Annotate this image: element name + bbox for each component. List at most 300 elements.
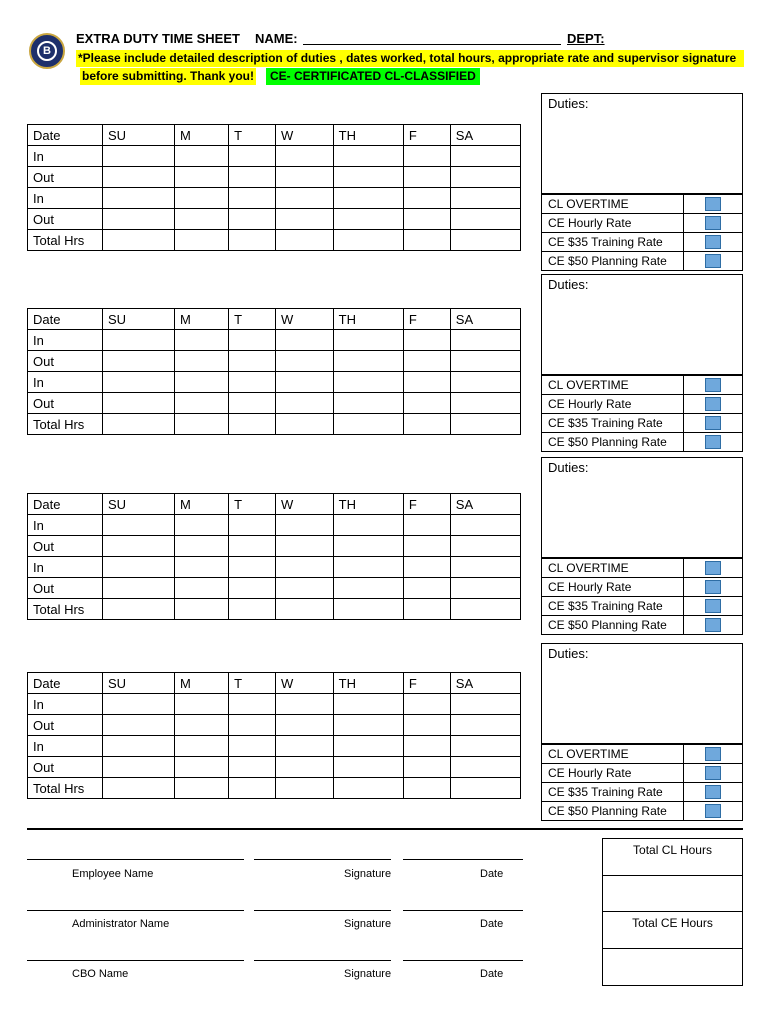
time-entry-cell[interactable] xyxy=(276,230,334,251)
column-header: SU xyxy=(103,673,175,694)
row-label: Out xyxy=(28,393,103,414)
time-entry-cell[interactable] xyxy=(276,736,334,757)
time-entry-cell[interactable] xyxy=(403,778,450,799)
rate-checkbox-cell xyxy=(684,616,742,634)
table-row xyxy=(28,146,521,167)
row-label: Out xyxy=(28,209,103,230)
week-table-2 xyxy=(27,308,521,435)
signer-name-label: Employee Name xyxy=(72,868,154,880)
time-entry-cell[interactable] xyxy=(103,330,175,351)
rate-checkbox-cell xyxy=(684,376,742,394)
column-header: TH xyxy=(333,125,403,146)
time-entry-cell[interactable] xyxy=(450,599,520,620)
section-divider xyxy=(27,828,743,830)
table-row xyxy=(28,536,521,557)
time-entry-cell[interactable] xyxy=(403,414,450,435)
time-entry-cell[interactable] xyxy=(333,715,403,736)
rate-row xyxy=(542,432,742,451)
time-entry-cell[interactable] xyxy=(174,757,228,778)
rate-checkbox[interactable] xyxy=(705,747,721,761)
column-header: TH xyxy=(333,673,403,694)
time-entry-cell[interactable] xyxy=(333,146,403,167)
time-entry-cell[interactable] xyxy=(229,599,276,620)
row-label: Total Hrs xyxy=(28,414,103,435)
table-row xyxy=(28,757,521,778)
time-entry-cell[interactable] xyxy=(103,515,175,536)
column-header: SA xyxy=(450,673,520,694)
time-entry-cell[interactable] xyxy=(229,167,276,188)
time-entry-cell[interactable] xyxy=(103,736,175,757)
time-entry-cell[interactable] xyxy=(103,757,175,778)
time-entry-cell[interactable] xyxy=(450,188,520,209)
date-label: Date xyxy=(480,868,504,880)
row-label: In xyxy=(28,557,103,578)
row-label: In xyxy=(28,736,103,757)
time-entry-cell[interactable] xyxy=(276,372,334,393)
week-header-row xyxy=(28,494,521,515)
time-entry-cell[interactable] xyxy=(174,536,228,557)
time-entry-cell[interactable] xyxy=(450,230,520,251)
rate-checkbox-cell xyxy=(684,214,742,232)
time-entry-cell[interactable] xyxy=(333,167,403,188)
time-entry-cell[interactable] xyxy=(276,715,334,736)
time-entry-cell[interactable] xyxy=(450,146,520,167)
time-entry-cell[interactable] xyxy=(276,757,334,778)
time-entry-cell[interactable] xyxy=(450,209,520,230)
time-entry-cell[interactable] xyxy=(229,515,276,536)
time-entry-cell[interactable] xyxy=(403,188,450,209)
table-row xyxy=(28,330,521,351)
time-entry-cell[interactable] xyxy=(333,188,403,209)
week-table-1 xyxy=(27,124,521,251)
time-entry-cell[interactable] xyxy=(276,536,334,557)
time-entry-cell[interactable] xyxy=(450,330,520,351)
time-entry-cell[interactable] xyxy=(333,757,403,778)
column-header: F xyxy=(403,309,450,330)
time-entry-cell[interactable] xyxy=(276,515,334,536)
duties-field[interactable] xyxy=(542,275,742,375)
time-entry-cell[interactable] xyxy=(174,694,228,715)
column-header: W xyxy=(276,309,334,330)
time-entry-cell[interactable] xyxy=(333,694,403,715)
rate-row xyxy=(542,194,742,213)
time-entry-cell[interactable] xyxy=(403,757,450,778)
week-table-3 xyxy=(27,493,521,620)
time-entry-cell[interactable] xyxy=(229,372,276,393)
time-entry-cell[interactable] xyxy=(229,757,276,778)
column-header: T xyxy=(229,125,276,146)
time-entry-cell[interactable] xyxy=(450,414,520,435)
time-entry-cell[interactable] xyxy=(276,209,334,230)
date-line[interactable] xyxy=(403,859,523,860)
time-entry-cell[interactable] xyxy=(403,599,450,620)
column-header: F xyxy=(403,494,450,515)
time-entry-cell[interactable] xyxy=(403,578,450,599)
rate-checkbox[interactable] xyxy=(705,766,721,780)
rate-label: CE $35 Training Rate xyxy=(542,414,684,432)
time-entry-cell[interactable] xyxy=(103,146,175,167)
rate-checkbox[interactable] xyxy=(705,235,721,249)
column-header: Date xyxy=(28,673,103,694)
rate-checkbox[interactable] xyxy=(705,216,721,230)
time-entry-cell[interactable] xyxy=(103,414,175,435)
time-entry-cell[interactable] xyxy=(450,557,520,578)
time-entry-cell[interactable] xyxy=(229,778,276,799)
rate-checkbox[interactable] xyxy=(705,599,721,613)
time-entry-cell[interactable] xyxy=(103,351,175,372)
name-field-line[interactable] xyxy=(303,44,561,45)
row-label: Out xyxy=(28,167,103,188)
time-entry-cell[interactable] xyxy=(333,230,403,251)
time-entry-cell[interactable] xyxy=(276,146,334,167)
rate-label: CL OVERTIME xyxy=(542,559,684,577)
rate-checkbox-cell xyxy=(684,559,742,577)
date-line[interactable] xyxy=(403,910,523,911)
time-entry-cell[interactable] xyxy=(174,736,228,757)
date-label: Date xyxy=(480,968,504,980)
time-entry-cell[interactable] xyxy=(174,557,228,578)
time-entry-cell[interactable] xyxy=(103,209,175,230)
rate-row xyxy=(542,577,742,596)
rate-checkbox[interactable] xyxy=(705,416,721,430)
time-entry-cell[interactable] xyxy=(103,230,175,251)
column-header: Date xyxy=(28,125,103,146)
time-entry-cell[interactable] xyxy=(229,188,276,209)
instructions-line-1: *Please include detailed description of duties , dates worked, total hours, appropriate rate and supervisor signature xyxy=(76,50,744,67)
time-entry-cell[interactable] xyxy=(333,736,403,757)
column-header: Date xyxy=(28,309,103,330)
row-label: In xyxy=(28,694,103,715)
time-entry-cell[interactable] xyxy=(276,393,334,414)
rate-row xyxy=(542,763,742,782)
time-entry-cell[interactable] xyxy=(450,757,520,778)
row-label: Out xyxy=(28,351,103,372)
time-entry-cell[interactable] xyxy=(174,372,228,393)
time-entry-cell[interactable] xyxy=(276,167,334,188)
time-entry-cell[interactable] xyxy=(333,372,403,393)
time-entry-cell[interactable] xyxy=(276,351,334,372)
time-entry-cell[interactable] xyxy=(403,372,450,393)
duties-field[interactable] xyxy=(542,458,742,558)
rate-checkbox-cell xyxy=(684,433,742,451)
time-entry-cell[interactable] xyxy=(276,330,334,351)
time-entry-cell[interactable] xyxy=(174,414,228,435)
time-entry-cell[interactable] xyxy=(229,209,276,230)
time-entry-cell[interactable] xyxy=(229,393,276,414)
time-entry-cell[interactable] xyxy=(174,330,228,351)
rate-label: CE $50 Planning Rate xyxy=(542,433,684,451)
time-entry-cell[interactable] xyxy=(276,557,334,578)
time-entry-cell[interactable] xyxy=(403,736,450,757)
time-entry-cell[interactable] xyxy=(333,414,403,435)
time-entry-cell[interactable] xyxy=(450,372,520,393)
rate-checkbox-cell xyxy=(684,395,742,413)
column-header: SA xyxy=(450,494,520,515)
instructions-line-2: before submitting. Thank you! xyxy=(82,69,255,83)
time-entry-cell[interactable] xyxy=(103,167,175,188)
table-row xyxy=(28,578,521,599)
rate-checkbox[interactable] xyxy=(705,397,721,411)
table-row xyxy=(28,515,521,536)
time-entry-cell[interactable] xyxy=(103,778,175,799)
rate-label: CE Hourly Rate xyxy=(542,578,684,596)
table-row xyxy=(28,694,521,715)
signature-label: Signature xyxy=(344,918,392,930)
signature-line[interactable] xyxy=(254,910,391,911)
time-entry-cell[interactable] xyxy=(229,536,276,557)
table-row xyxy=(28,736,521,757)
rate-row xyxy=(542,782,742,801)
time-entry-cell[interactable] xyxy=(403,536,450,557)
week-header-row xyxy=(28,673,521,694)
rate-row xyxy=(542,232,742,251)
time-entry-cell[interactable] xyxy=(174,351,228,372)
time-entry-cell[interactable] xyxy=(229,230,276,251)
time-entry-cell[interactable] xyxy=(174,715,228,736)
time-entry-cell[interactable] xyxy=(276,778,334,799)
rate-label: CE $35 Training Rate xyxy=(542,233,684,251)
time-entry-cell[interactable] xyxy=(333,515,403,536)
time-entry-cell[interactable] xyxy=(403,209,450,230)
rate-label: CE $50 Planning Rate xyxy=(542,252,684,270)
week-table-4 xyxy=(27,672,521,799)
time-entry-cell[interactable] xyxy=(103,715,175,736)
table-row xyxy=(28,372,521,393)
time-entry-cell[interactable] xyxy=(174,515,228,536)
table-row xyxy=(28,230,521,251)
time-entry-cell[interactable] xyxy=(103,557,175,578)
table-row xyxy=(28,715,521,736)
row-label: In xyxy=(28,515,103,536)
time-entry-cell[interactable] xyxy=(276,599,334,620)
time-entry-cell[interactable] xyxy=(103,393,175,414)
time-entry-cell[interactable] xyxy=(403,694,450,715)
duties-label: Duties: xyxy=(548,460,589,475)
time-entry-cell[interactable] xyxy=(174,778,228,799)
time-entry-cell[interactable] xyxy=(450,715,520,736)
time-entry-cell[interactable] xyxy=(450,778,520,799)
total-ce-hours-field[interactable] xyxy=(603,949,742,986)
time-entry-cell[interactable] xyxy=(333,393,403,414)
rate-checkbox-cell xyxy=(684,252,742,270)
rate-row xyxy=(542,744,742,763)
time-entry-cell[interactable] xyxy=(333,536,403,557)
time-entry-cell[interactable] xyxy=(103,536,175,557)
column-header: TH xyxy=(333,494,403,515)
time-entry-cell[interactable] xyxy=(103,599,175,620)
time-entry-cell[interactable] xyxy=(450,536,520,557)
rate-checkbox[interactable] xyxy=(705,435,721,449)
rate-checkbox-cell xyxy=(684,802,742,820)
time-entry-cell[interactable] xyxy=(174,578,228,599)
time-entry-cell[interactable] xyxy=(174,230,228,251)
row-label: Out xyxy=(28,757,103,778)
week-header-row xyxy=(28,309,521,330)
table-row xyxy=(28,599,521,620)
rate-row xyxy=(542,615,742,634)
rate-checkbox[interactable] xyxy=(705,580,721,594)
time-entry-cell[interactable] xyxy=(103,694,175,715)
rate-checkbox-cell xyxy=(684,233,742,251)
name-line[interactable] xyxy=(27,859,244,860)
rate-checkbox-cell xyxy=(684,597,742,615)
rate-row xyxy=(542,801,742,820)
table-row xyxy=(28,351,521,372)
time-entry-cell[interactable] xyxy=(174,188,228,209)
column-header: W xyxy=(276,494,334,515)
name-line[interactable] xyxy=(27,910,244,911)
rate-label: CE $35 Training Rate xyxy=(542,597,684,615)
column-header: M xyxy=(174,494,228,515)
time-entry-cell[interactable] xyxy=(229,330,276,351)
rate-checkbox[interactable] xyxy=(705,785,721,799)
time-entry-cell[interactable] xyxy=(450,515,520,536)
time-entry-cell[interactable] xyxy=(333,599,403,620)
time-entry-cell[interactable] xyxy=(450,694,520,715)
row-label: In xyxy=(28,188,103,209)
rate-row xyxy=(542,596,742,615)
time-entry-cell[interactable] xyxy=(403,351,450,372)
rate-checkbox[interactable] xyxy=(705,804,721,818)
rate-checkbox-cell xyxy=(684,745,742,763)
time-entry-cell[interactable] xyxy=(174,599,228,620)
time-entry-cell[interactable] xyxy=(229,351,276,372)
duties-box-2 xyxy=(541,274,743,452)
table-row xyxy=(28,557,521,578)
time-entry-cell[interactable] xyxy=(229,694,276,715)
rate-row xyxy=(542,558,742,577)
rate-checkbox-cell xyxy=(684,764,742,782)
rate-checkbox[interactable] xyxy=(705,197,721,211)
time-entry-cell[interactable] xyxy=(403,230,450,251)
time-entry-cell[interactable] xyxy=(276,578,334,599)
row-label: In xyxy=(28,146,103,167)
time-entry-cell[interactable] xyxy=(174,393,228,414)
time-entry-cell[interactable] xyxy=(450,351,520,372)
time-entry-cell[interactable] xyxy=(450,578,520,599)
signature-label: Signature xyxy=(344,968,392,980)
time-entry-cell[interactable] xyxy=(229,414,276,435)
row-label: Total Hrs xyxy=(28,778,103,799)
time-entry-cell[interactable] xyxy=(229,736,276,757)
rate-label: CL OVERTIME xyxy=(542,745,684,763)
time-entry-cell[interactable] xyxy=(333,578,403,599)
column-header: T xyxy=(229,309,276,330)
duties-box-3 xyxy=(541,457,743,635)
duties-field[interactable] xyxy=(542,94,742,194)
rate-checkbox[interactable] xyxy=(705,378,721,392)
rate-label: CE Hourly Rate xyxy=(542,395,684,413)
time-entry-cell[interactable] xyxy=(333,330,403,351)
time-entry-cell[interactable] xyxy=(174,209,228,230)
rate-row xyxy=(542,394,742,413)
column-header: W xyxy=(276,125,334,146)
rate-label: CE $35 Training Rate xyxy=(542,783,684,801)
rate-checkbox[interactable] xyxy=(705,618,721,632)
rate-label: CE $50 Planning Rate xyxy=(542,802,684,820)
sheet-title: EXTRA DUTY TIME SHEET xyxy=(76,31,240,46)
duties-label: Duties: xyxy=(548,646,589,661)
table-row xyxy=(28,209,521,230)
duties-box-1 xyxy=(541,93,743,271)
time-entry-cell[interactable] xyxy=(450,736,520,757)
rate-checkbox[interactable] xyxy=(705,561,721,575)
rate-checkbox-cell xyxy=(684,414,742,432)
time-entry-cell[interactable] xyxy=(403,515,450,536)
time-entry-cell[interactable] xyxy=(103,188,175,209)
column-header: M xyxy=(174,125,228,146)
row-label: In xyxy=(28,330,103,351)
time-entry-cell[interactable] xyxy=(403,393,450,414)
total-ce-hours-label: Total CE Hours xyxy=(603,912,742,949)
time-entry-cell[interactable] xyxy=(174,167,228,188)
row-label: Out xyxy=(28,578,103,599)
signature-line[interactable] xyxy=(254,859,391,860)
time-entry-cell[interactable] xyxy=(403,146,450,167)
column-header: SA xyxy=(450,125,520,146)
column-header: M xyxy=(174,309,228,330)
time-entry-cell[interactable] xyxy=(450,167,520,188)
time-entry-cell[interactable] xyxy=(229,557,276,578)
signer-name-label: CBO Name xyxy=(72,968,129,980)
duties-field[interactable] xyxy=(542,644,742,744)
time-entry-cell[interactable] xyxy=(229,715,276,736)
time-entry-cell[interactable] xyxy=(403,330,450,351)
time-entry-cell[interactable] xyxy=(333,209,403,230)
column-header: F xyxy=(403,673,450,694)
time-entry-cell[interactable] xyxy=(403,557,450,578)
time-entry-cell[interactable] xyxy=(333,557,403,578)
time-entry-cell[interactable] xyxy=(229,578,276,599)
time-entry-cell[interactable] xyxy=(103,578,175,599)
time-entry-cell[interactable] xyxy=(229,146,276,167)
row-label: Out xyxy=(28,536,103,557)
rate-checkbox-cell xyxy=(684,195,742,213)
time-entry-cell[interactable] xyxy=(333,351,403,372)
time-entry-cell[interactable] xyxy=(276,414,334,435)
district-logo xyxy=(29,33,65,69)
name-line[interactable] xyxy=(27,960,244,961)
total-cl-hours-field[interactable] xyxy=(603,876,742,913)
table-row xyxy=(28,393,521,414)
duties-box-4 xyxy=(541,643,743,821)
row-label: Total Hrs xyxy=(28,230,103,251)
signature-label: Signature xyxy=(344,868,392,880)
time-entry-cell[interactable] xyxy=(333,778,403,799)
signature-line[interactable] xyxy=(254,960,391,961)
dept-label: DEPT: xyxy=(567,31,605,46)
column-header: T xyxy=(229,673,276,694)
rate-label: CE Hourly Rate xyxy=(542,214,684,232)
column-header: SU xyxy=(103,309,175,330)
rate-checkbox[interactable] xyxy=(705,254,721,268)
time-entry-cell[interactable] xyxy=(450,393,520,414)
date-line[interactable] xyxy=(403,960,523,961)
rate-checkbox-cell xyxy=(684,783,742,801)
column-header: SA xyxy=(450,309,520,330)
time-entry-cell[interactable] xyxy=(276,188,334,209)
time-entry-cell[interactable] xyxy=(103,372,175,393)
rate-row xyxy=(542,213,742,232)
time-entry-cell[interactable] xyxy=(403,715,450,736)
signer-name-label: Administrator Name xyxy=(72,918,170,930)
table-row xyxy=(28,778,521,799)
total-cl-hours-label: Total CL Hours xyxy=(603,839,742,876)
time-entry-cell[interactable] xyxy=(276,694,334,715)
time-entry-cell[interactable] xyxy=(403,167,450,188)
time-entry-cell[interactable] xyxy=(174,146,228,167)
row-label: Out xyxy=(28,715,103,736)
